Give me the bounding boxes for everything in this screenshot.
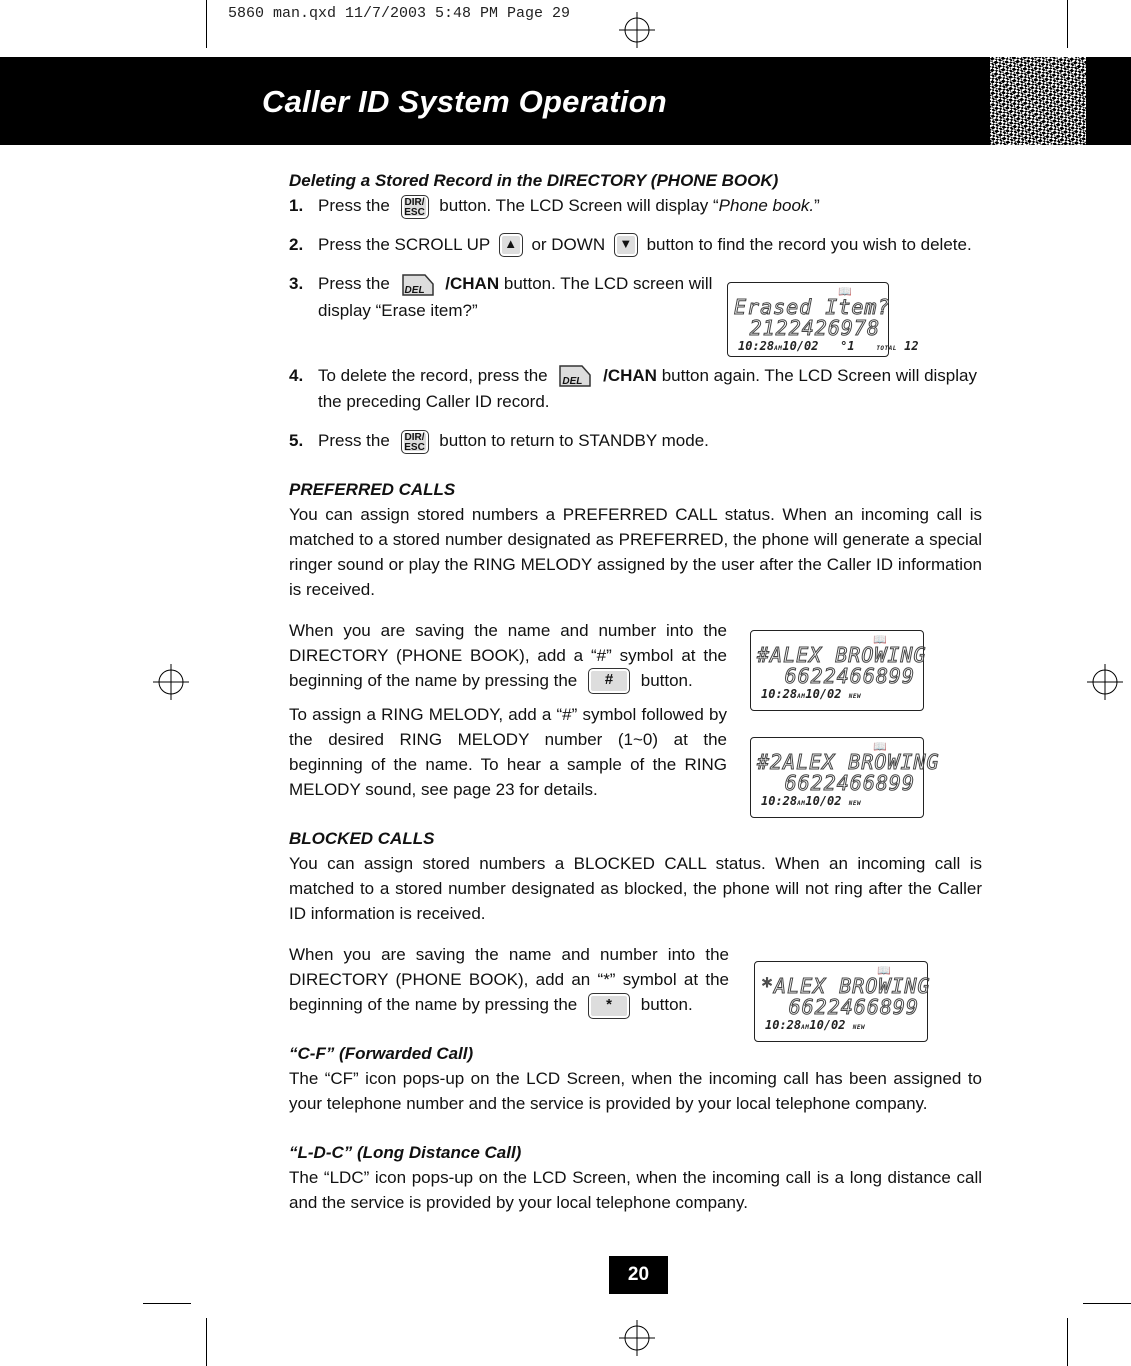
- crop-mark: [143, 1303, 191, 1304]
- crop-mark: [1067, 1318, 1068, 1366]
- phonebook-icon: 📖: [877, 964, 891, 977]
- lcd-line-1: Erased Item?: [734, 295, 891, 319]
- page-number: 20: [609, 1256, 668, 1294]
- registration-mark-icon: [619, 1320, 655, 1356]
- section-heading: “C-F” (Forwarded Call): [289, 1043, 474, 1063]
- crop-mark: [206, 1318, 207, 1366]
- lcd-status-line: 10:28AM10/02 °1 TOTAL 12: [738, 339, 919, 353]
- phonebook-icon: 📖: [873, 740, 887, 753]
- lcd-status-line: 10:28AM10/02 NEW: [765, 1018, 866, 1032]
- step-2: 2. Press the SCROLL UP ▲ or DOWN ▼ button to find the record you wish to delete.: [289, 232, 982, 258]
- section-heading: BLOCKED CALLS: [289, 829, 435, 849]
- step-3: 3. Press the DEL /CHAN button. The LCD screen will display “Erase item?”: [289, 271, 718, 323]
- step-1: 1. Press the DIR/ ESC button. The LCD Screen will display “Phone book.”: [289, 196, 820, 218]
- lcd-line-2: 2122426978: [749, 316, 880, 340]
- lcd-line-1: #2ALEX BROWING: [757, 750, 940, 774]
- hash-key-icon: #: [588, 668, 630, 694]
- registration-mark-icon: [1087, 664, 1123, 700]
- lcd-line-1: *ALEX BROWING: [761, 974, 931, 998]
- paragraph: You can assign stored numbers a PREFERRED CALL status. When an incoming call is matched to a stored number designated as PREFERRED, the phone will generate a special ringer sound or play the RING MELODY assigned by the user after the Caller ID information is received.: [289, 504, 982, 599]
- scroll-up-key-icon: ▲: [499, 233, 523, 257]
- dir-esc-key-icon: DIR/ ESC: [401, 430, 429, 454]
- crop-mark: [1083, 1303, 1131, 1304]
- lcd-line-2: 6622466899: [784, 771, 915, 795]
- lcd-line-2: 6622466899: [788, 995, 919, 1019]
- paragraph: The “LDC” icon pops-up on the LCD Screen, when the incoming call is a long distance call and the service is provided by your local telephone company.: [289, 1167, 982, 1212]
- dir-esc-key-icon: DIR/ ESC: [401, 195, 429, 219]
- registration-mark-icon: [619, 12, 655, 48]
- registration-mark-icon: [153, 664, 189, 700]
- section-heading: “L-D-C” (Long Distance Call): [289, 1142, 522, 1162]
- step-5: 5. Press the DIR/ ESC button to return to STANDBY mode.: [289, 431, 709, 453]
- step-4: 4. To delete the record, press the DEL /CHAN button again. The LCD Screen will display the preceding Caller ID record.: [289, 363, 982, 415]
- section-heading: Deleting a Stored Record in the DIRECTORY (PHONE BOOK): [289, 171, 779, 190]
- paragraph: The “CF” icon pops-up on the LCD Screen, when the incoming call has been assigned to your telephone number and the service is provided by your local telephone company.: [289, 1068, 982, 1113]
- lcd-line-2: 6622466899: [784, 664, 915, 688]
- paragraph: To assign a RING MELODY, add a “#” symbol followed by the desired RING MELODY number (1~0) at the beginning of the name. To hear a sample of the RING MELODY sound, see page 23 for details.: [289, 705, 727, 800]
- lcd-status-line: 10:28AM10/02 NEW: [761, 794, 862, 808]
- phonebook-icon: 📖: [838, 285, 852, 298]
- manual-content: [289, 168, 982, 1215]
- lcd-line-1: #ALEX BROWING: [757, 643, 927, 667]
- del-key-icon: DEL: [401, 272, 435, 298]
- star-key-icon: *: [588, 993, 630, 1019]
- paragraph: When you are saving the name and number into the DIRECTORY (PHONE BOOK), add a “#” symbol at the beginning of the name by pressing the # button.: [289, 618, 727, 695]
- page-title: Caller ID System Operation: [262, 84, 667, 119]
- crop-mark: [1067, 0, 1068, 48]
- del-key-icon: DEL: [558, 363, 592, 389]
- lcd-status-line: 10:28AM10/02 NEW: [761, 687, 862, 701]
- paragraph: When you are saving the name and number into the DIRECTORY (PHONE BOOK), add an “*” symbol at the beginning of the name by pressing the * button.: [289, 942, 729, 1019]
- crop-mark: [206, 0, 207, 48]
- print-slug: 5860 man.qxd 11/7/2003 5:48 PM Page 29: [228, 5, 571, 22]
- phonebook-icon: 📖: [873, 633, 887, 646]
- scroll-down-key-icon: ▼: [614, 233, 638, 257]
- section-heading: PREFERRED CALLS: [289, 479, 456, 499]
- paragraph: You can assign stored numbers a BLOCKED CALL status. When an incoming call is matched to a stored number designated as blocked, the phone will not ring after the Caller ID information is received.: [289, 854, 982, 924]
- halftone-pattern-icon: [990, 57, 1086, 145]
